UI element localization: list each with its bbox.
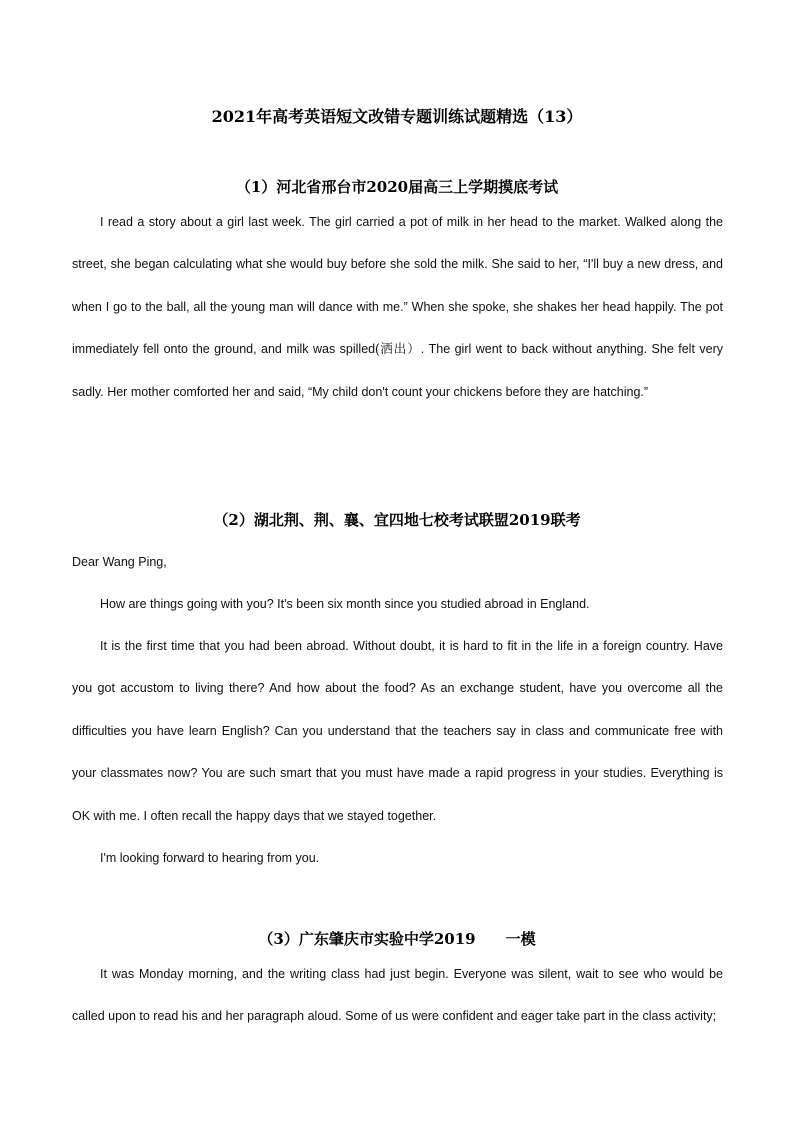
section-3-heading: （3）广东肇庆市实验中学2019 一模	[258, 930, 536, 948]
section-2-greeting: Dear Wang Ping,	[72, 555, 167, 569]
section-2-paragraph-2: It is the first time that you had been abroad. Without doubt, it is hard to fit in the life in a foreign country. Have you got accustom to living there? And how about the food? As an exchange student, have you overcome all the difficulties you have learn English? Can you understand that the teachers say in class and communicate free with your classmates now? You are such smart that you must have made a rapid progress in your studies. Everything is OK with me. I often recall the happy days that we stayed together.	[72, 639, 723, 823]
section-1-passage: I read a story about a girl last week. The girl carried a pot of milk in her head to the market. Walked along the street, she began calculating what she would buy before she sold the milk. She said to her, “I'll buy a new dress, and when I go to the ball, all the young man will dance with me.” When she spoke, she shakes her head happily. The pot immediately fell onto the ground, and milk was spilled(洒出）. The girl went to back without anything. She felt very sadly. Her mother comforted her and said, “My child don't count your chickens before they are hatching.”	[72, 215, 723, 399]
section-1-heading: （1）河北省邢台市2020届高三上学期摸底考试	[235, 178, 559, 196]
section-3-passage: It was Monday morning, and the writing class had just begin. Everyone was silent, wait to see who would be called upon to read his and her paragraph aloud. Some of us were confident and eager take part in the class activity;	[72, 967, 723, 1024]
section-2-heading: （2）湖北荆、荆、襄、宜四地七校考试联盟2019联考	[213, 511, 581, 529]
document-title: 2021年高考英语短文改错专题训练试题精选（13）	[211, 107, 583, 126]
section-2-paragraph-1: How are things going with you? It's been six month since you studied abroad in England.	[100, 597, 590, 611]
section-2-closing: I'm looking forward to hearing from you.	[100, 851, 320, 865]
